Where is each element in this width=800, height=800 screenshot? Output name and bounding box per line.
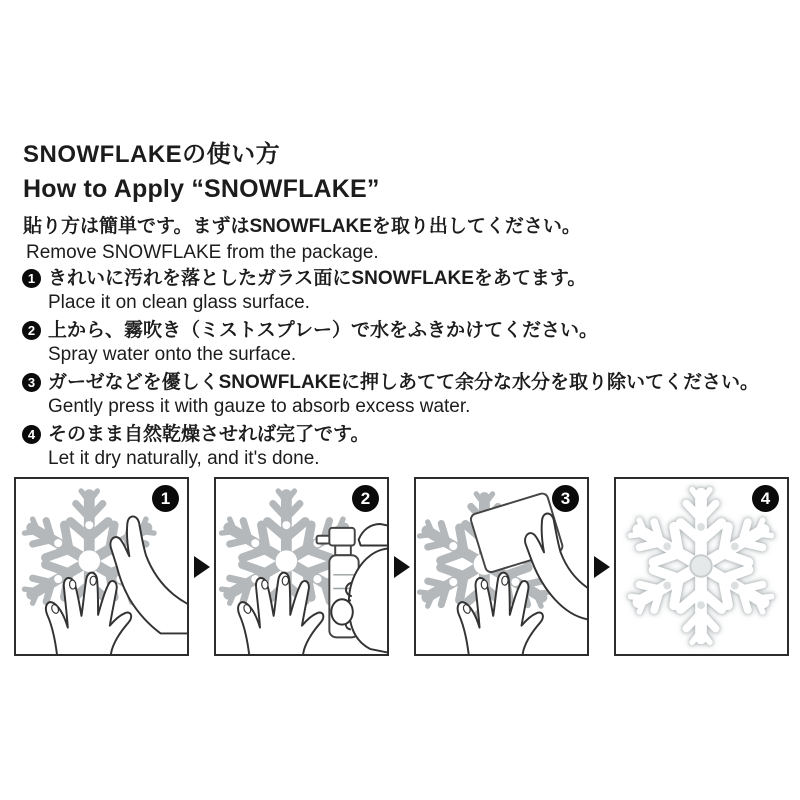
arrow-right-icon	[594, 556, 610, 578]
panel-step-3	[414, 477, 589, 656]
step-item-4	[22, 423, 759, 470]
intro-paragraph	[23, 215, 581, 264]
step-item-1	[22, 267, 759, 314]
arrow-right-icon	[394, 556, 410, 578]
panel-step-2	[214, 477, 389, 656]
panel-number-badge: 2	[352, 485, 379, 512]
page-title-japanese: SNOWFLAKEの使い方	[23, 141, 281, 168]
step-item-2	[22, 319, 759, 366]
step-number-badge: 1	[22, 269, 41, 288]
step-text-english: Spray water onto the surface.	[48, 344, 297, 365]
arrow-right-icon	[194, 556, 210, 578]
panel-step-1	[14, 477, 189, 656]
step-number-badge: 4	[22, 425, 41, 444]
panel-step-4	[614, 477, 789, 656]
panel-number-badge: 1	[152, 485, 179, 512]
illustration-strip	[14, 477, 789, 656]
step-text-english: Gently press it with gauze to absorb excess water.	[48, 396, 471, 417]
step-list	[22, 267, 759, 475]
step-text-english: Let it dry naturally, and it's done.	[48, 448, 320, 469]
intro-text-english: Remove SNOWFLAKE from the package.	[26, 242, 379, 263]
step-text-japanese: ガーゼなどを優しくSNOWFLAKEに押しあてて余分な水分を取り除いてください。	[48, 372, 760, 393]
step-item-3	[22, 371, 759, 418]
panel-number-badge: 3	[552, 485, 579, 512]
step-text-japanese: きれいに汚れを落としたガラス面にSNOWFLAKEをあてます。	[48, 268, 587, 289]
page-title-english: How to Apply “SNOWFLAKE”	[23, 175, 380, 203]
intro-text-japanese: 貼り方は簡単です。まずはSNOWFLAKEを取り出してください。	[23, 216, 581, 237]
panel-number-badge: 4	[752, 485, 779, 512]
step-number-badge: 2	[22, 321, 41, 340]
step-number-badge: 3	[22, 373, 41, 392]
step-text-english: Place it on clean glass surface.	[48, 292, 310, 313]
step-text-japanese: そのまま自然乾燥させれば完了です。	[48, 424, 370, 445]
header	[23, 141, 380, 203]
step-text-japanese: 上から、霧吹き（ミストスプレー）で水をふきかけてください。	[48, 320, 599, 341]
